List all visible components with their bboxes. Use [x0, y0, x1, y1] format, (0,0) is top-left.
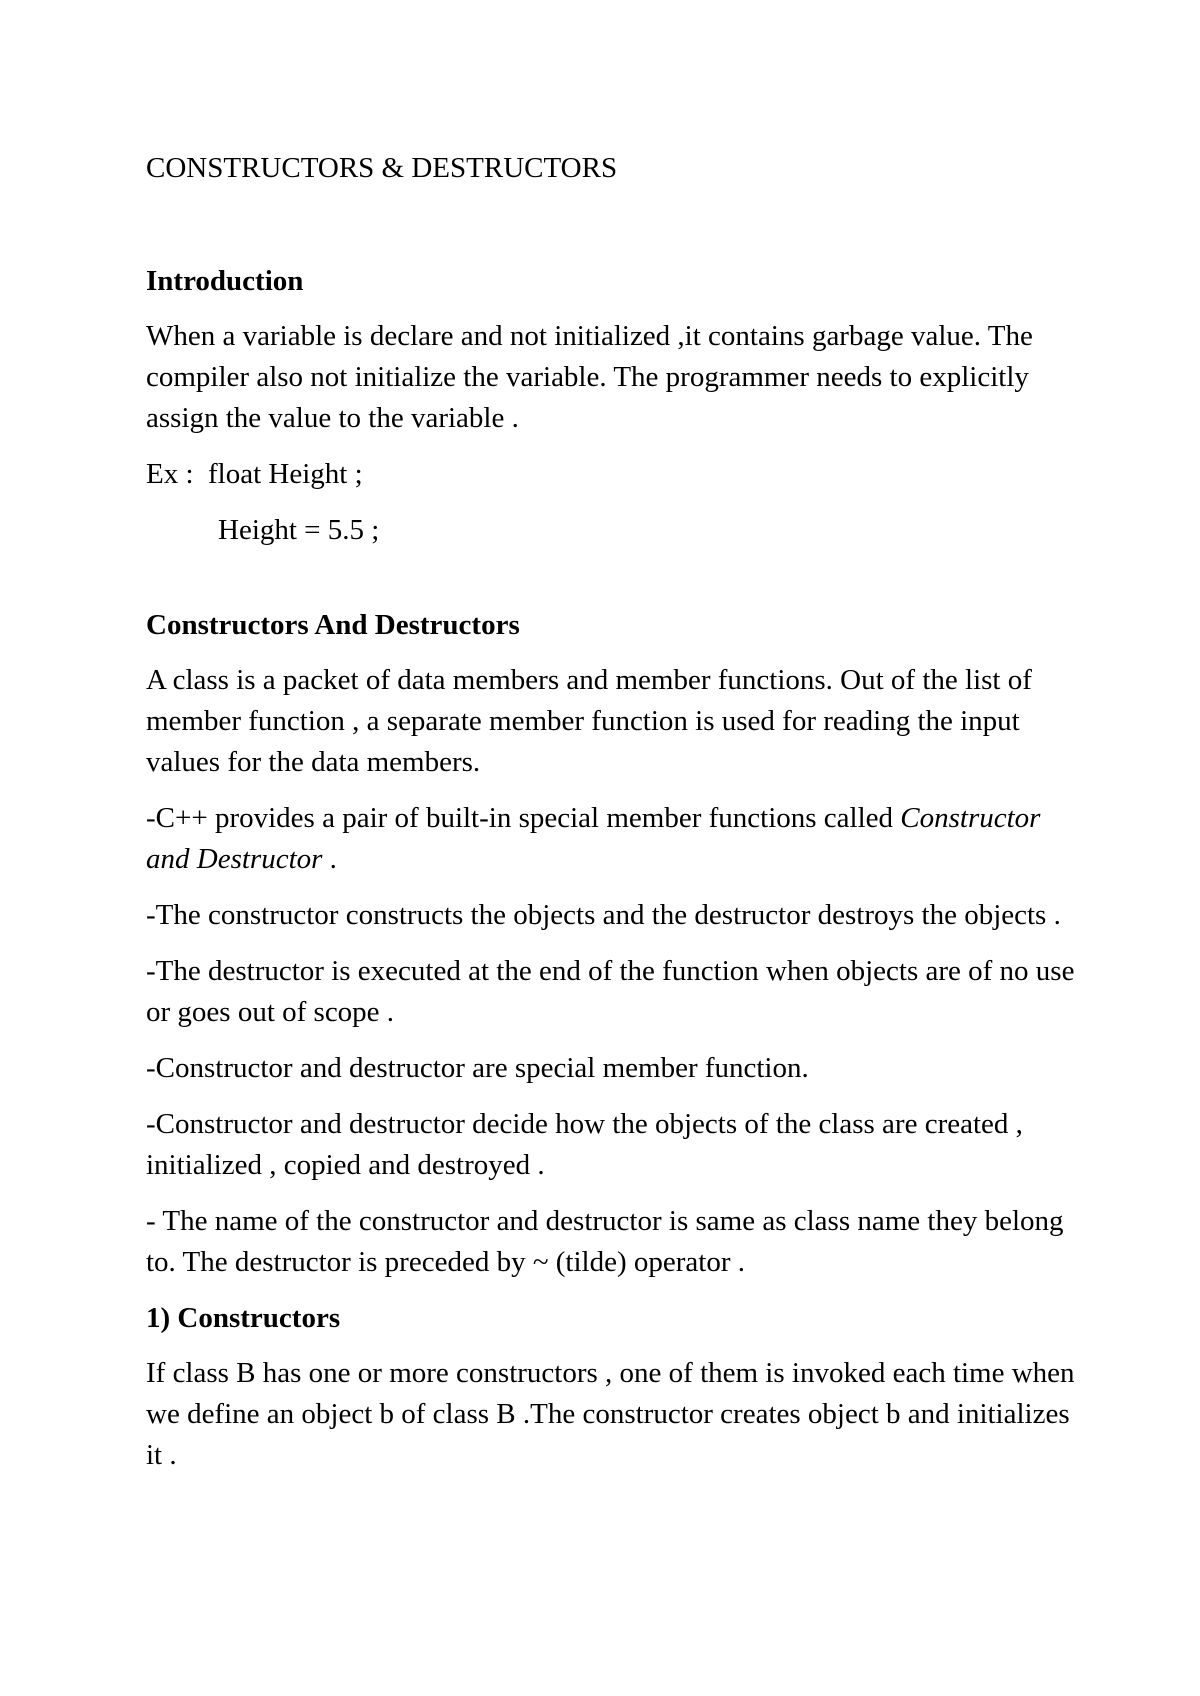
spacer — [146, 551, 1086, 605]
spacer — [146, 783, 1086, 798]
spacer — [146, 880, 1086, 895]
spacer — [146, 1089, 1086, 1104]
paragraph-decide-objects: -Constructor and destructor decide how the objects of the class are created , initialized , copied and destroyed . — [146, 1108, 1023, 1181]
heading-introduction: Introduction — [146, 265, 304, 297]
paragraph-builtin-functions — [146, 798, 1086, 880]
example-line-declaration: Ex : float Height ; — [146, 458, 363, 490]
spacer — [146, 495, 1086, 510]
spacer — [146, 646, 1086, 660]
paragraph-builtin-prefix: -C++ provides a pair of built-in special member functions called — [146, 802, 901, 834]
paragraph-constructs-destroys: -The constructor constructs the objects and the destructor destroys the objects . — [146, 899, 1061, 931]
spacer — [146, 936, 1086, 951]
document-page — [146, 148, 1086, 1476]
heading-constructors-and-destructors: Constructors And Destructors — [146, 609, 520, 641]
document-title: CONSTRUCTORS & DESTRUCTORS — [146, 152, 618, 184]
paragraph-name-tilde: - The name of the constructor and destructor is same as class name they belong to. The destructor is preceded by ~ (tilde) operator . — [146, 1205, 1064, 1278]
paragraph-special-member: -Constructor and destructor are special member function. — [146, 1052, 809, 1084]
paragraph-builtin-suffix: . — [322, 843, 337, 875]
heading-constructors: 1) Constructors — [146, 1302, 341, 1334]
spacer — [146, 1033, 1086, 1048]
paragraph-class-b: If class B has one or more constructors , one of them is invoked each time when we define an object b of class B .The constructor creates object b and initializes it . — [146, 1357, 1075, 1471]
spacer — [146, 1186, 1086, 1201]
spacer — [146, 1339, 1086, 1353]
spacer — [146, 1283, 1086, 1298]
spacer — [146, 189, 1086, 261]
example-line-assignment: Height = 5.5 ; — [218, 514, 380, 546]
spacer — [146, 439, 1086, 454]
introduction-paragraph: When a variable is declare and not initialized ,it contains garbage value. The compiler also not initialize the variable. The programmer needs to explicitly assign the value to the variable . — [146, 320, 1033, 434]
spacer — [146, 302, 1086, 316]
paragraph-destructor-executed: -The destructor is executed at the end of the function when objects are of no use or goes out of scope . — [146, 955, 1075, 1028]
paragraph-builtin-term: Constructor and Destructor — [146, 802, 1041, 875]
paragraph-class-packet: A class is a packet of data members and member functions. Out of the list of member function , a separate member function is used for reading the input values for the data members. — [146, 664, 1032, 778]
